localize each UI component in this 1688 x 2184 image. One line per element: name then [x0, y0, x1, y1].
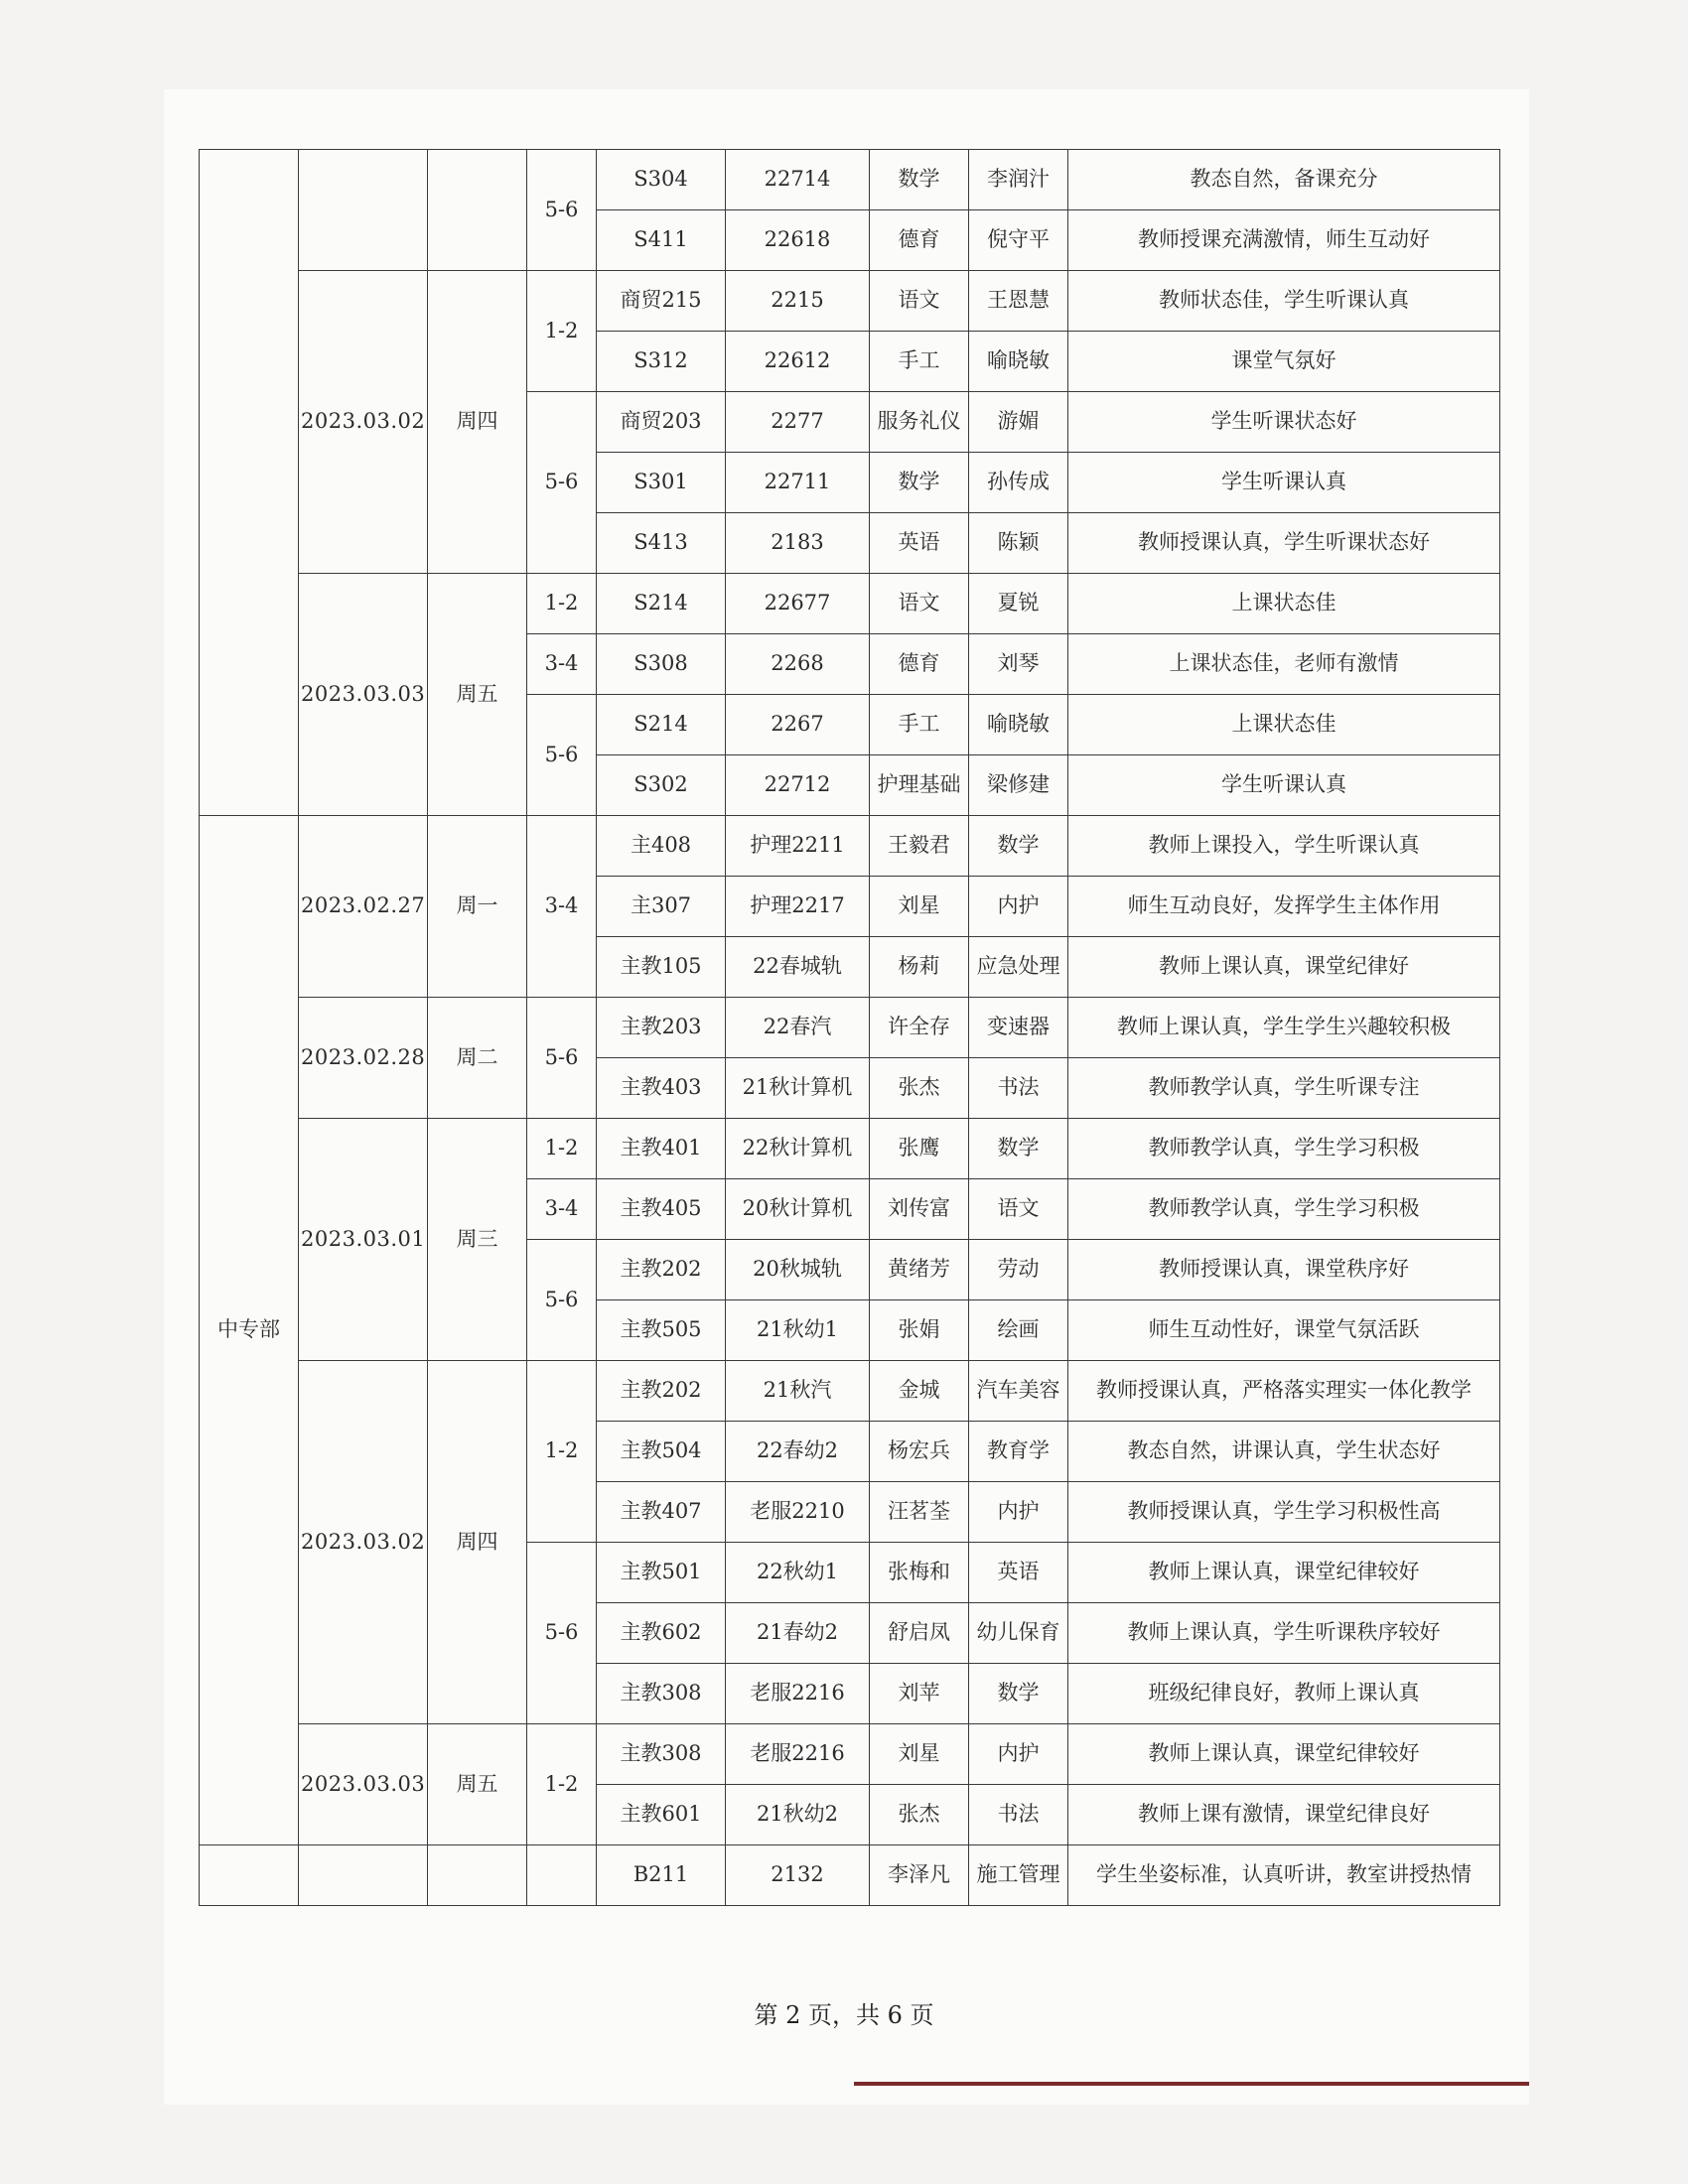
subject-cell: 舒启凤 — [870, 1603, 969, 1664]
department-cell — [200, 150, 299, 816]
teacher-cell: 内护 — [969, 877, 1068, 937]
period-cell: 5-6 — [527, 392, 597, 574]
subject-cell: 数学 — [870, 150, 969, 210]
comment-cell: 上课状态佳 — [1068, 695, 1500, 755]
subject-cell: 语文 — [870, 271, 969, 332]
comment-cell: 教师上课投入，学生听课认真 — [1068, 816, 1500, 877]
subject-cell: 张杰 — [870, 1785, 969, 1845]
table-row — [200, 150, 1500, 210]
room-cell: 主教403 — [597, 1058, 726, 1119]
table-row — [200, 816, 1500, 877]
teacher-cell: 幼儿保育 — [969, 1603, 1068, 1664]
comment-cell: 教师上课认真，学生学生兴趣较积极 — [1068, 998, 1500, 1058]
table-row — [200, 1361, 1500, 1422]
date-cell: 2023.02.28 — [299, 998, 428, 1119]
class-cell: 老服2216 — [726, 1664, 870, 1724]
class-cell: 2215 — [726, 271, 870, 332]
room-cell: 主教308 — [597, 1664, 726, 1724]
comment-cell: 教师上课有激情，课堂纪律良好 — [1068, 1785, 1500, 1845]
subject-cell: 张梅和 — [870, 1543, 969, 1603]
teacher-cell: 绘画 — [969, 1300, 1068, 1361]
comment-cell: 上课状态佳，老师有激情 — [1068, 634, 1500, 695]
date-cell — [299, 150, 428, 271]
department-cell: 中专部 — [200, 816, 299, 1845]
period-cell: 5-6 — [527, 695, 597, 816]
room-cell: 主教602 — [597, 1603, 726, 1664]
teacher-cell: 应急处理 — [969, 937, 1068, 998]
room-cell: S304 — [597, 150, 726, 210]
subject-cell: 黄绪芳 — [870, 1240, 969, 1300]
room-cell: S214 — [597, 695, 726, 755]
weekday-cell: 周一 — [428, 816, 527, 998]
class-cell: 22714 — [726, 150, 870, 210]
table-row — [200, 1845, 1500, 1906]
room-cell: 主教308 — [597, 1724, 726, 1785]
subject-cell: 手工 — [870, 695, 969, 755]
comment-cell: 教师授课认真，严格落实理实一体化教学 — [1068, 1361, 1500, 1422]
comment-cell: 学生听课状态好 — [1068, 392, 1500, 453]
table-row — [200, 1119, 1500, 1179]
period-cell: 1-2 — [527, 574, 597, 634]
date-cell: 2023.03.03 — [299, 1724, 428, 1845]
period-cell: 1-2 — [527, 271, 597, 392]
class-cell: 21秋汽 — [726, 1361, 870, 1422]
weekday-cell: 周五 — [428, 1724, 527, 1845]
comment-cell: 教师授课充满激情，师生互动好 — [1068, 210, 1500, 271]
comment-cell: 教师教学认真，学生听课专注 — [1068, 1058, 1500, 1119]
department-cell — [200, 1845, 299, 1906]
comment-cell: 教师上课认真，课堂纪律好 — [1068, 937, 1500, 998]
comment-cell: 教师授课认真，课堂秩序好 — [1068, 1240, 1500, 1300]
table-row — [200, 998, 1500, 1058]
teacher-cell: 倪守平 — [969, 210, 1068, 271]
subject-cell: 张鹰 — [870, 1119, 969, 1179]
class-cell: 21秋幼2 — [726, 1785, 870, 1845]
room-cell: 主408 — [597, 816, 726, 877]
comment-cell: 教师授课认真，学生听课状态好 — [1068, 513, 1500, 574]
subject-cell: 杨宏兵 — [870, 1422, 969, 1482]
comment-cell: 学生坐姿标准，认真听讲，教室讲授热情 — [1068, 1845, 1500, 1906]
comment-cell: 教师教学认真，学生学习积极 — [1068, 1179, 1500, 1240]
class-cell: 22712 — [726, 755, 870, 816]
teacher-cell: 劳动 — [969, 1240, 1068, 1300]
page-footer: 第 2 页，共 6 页 — [754, 2001, 934, 2029]
period-cell: 1-2 — [527, 1361, 597, 1543]
teacher-cell: 施工管理 — [969, 1845, 1068, 1906]
room-cell: 主教401 — [597, 1119, 726, 1179]
room-cell: S302 — [597, 755, 726, 816]
period-cell: 3-4 — [527, 1179, 597, 1240]
subject-cell: 数学 — [870, 453, 969, 513]
subject-cell: 金城 — [870, 1361, 969, 1422]
room-cell: 主教407 — [597, 1482, 726, 1543]
room-cell: S411 — [597, 210, 726, 271]
teacher-cell: 数学 — [969, 1119, 1068, 1179]
date-cell: 2023.03.02 — [299, 271, 428, 574]
room-cell: 主教105 — [597, 937, 726, 998]
subject-cell: 德育 — [870, 210, 969, 271]
teacher-cell: 数学 — [969, 1664, 1068, 1724]
date-cell: 2023.03.01 — [299, 1119, 428, 1361]
teacher-cell: 李润汁 — [969, 150, 1068, 210]
subject-cell: 许全存 — [870, 998, 969, 1058]
class-cell: 2183 — [726, 513, 870, 574]
teacher-cell: 孙传成 — [969, 453, 1068, 513]
subject-cell: 护理基础 — [870, 755, 969, 816]
teacher-cell: 数学 — [969, 816, 1068, 877]
teacher-cell: 内护 — [969, 1482, 1068, 1543]
comment-cell: 教师教学认真，学生学习积极 — [1068, 1119, 1500, 1179]
table-row — [200, 271, 1500, 332]
teacher-cell: 喻晓敏 — [969, 332, 1068, 392]
subject-cell: 张娟 — [870, 1300, 969, 1361]
subject-cell: 张杰 — [870, 1058, 969, 1119]
class-cell: 22711 — [726, 453, 870, 513]
class-cell: 22秋计算机 — [726, 1119, 870, 1179]
room-cell: S413 — [597, 513, 726, 574]
class-cell: 2132 — [726, 1845, 870, 1906]
room-cell: 主教505 — [597, 1300, 726, 1361]
class-cell: 22612 — [726, 332, 870, 392]
room-cell: S214 — [597, 574, 726, 634]
period-cell: 1-2 — [527, 1119, 597, 1179]
comment-cell: 师生互动良好，发挥学生主体作用 — [1068, 877, 1500, 937]
teacher-cell: 汽车美容 — [969, 1361, 1068, 1422]
teacher-cell: 教育学 — [969, 1422, 1068, 1482]
weekday-cell: 周四 — [428, 271, 527, 574]
teacher-cell: 英语 — [969, 1543, 1068, 1603]
table-row — [200, 574, 1500, 634]
subject-cell: 刘苹 — [870, 1664, 969, 1724]
class-cell: 22春幼2 — [726, 1422, 870, 1482]
class-cell: 21秋幼1 — [726, 1300, 870, 1361]
class-cell: 22春汽 — [726, 998, 870, 1058]
table-body — [200, 150, 1500, 1906]
period-cell: 3-4 — [527, 634, 597, 695]
subject-cell: 李泽凡 — [870, 1845, 969, 1906]
class-cell: 20秋城轨 — [726, 1240, 870, 1300]
comment-cell: 教态自然，备课充分 — [1068, 150, 1500, 210]
weekday-cell: 周三 — [428, 1119, 527, 1361]
teacher-cell: 书法 — [969, 1058, 1068, 1119]
period-cell: 5-6 — [527, 998, 597, 1119]
room-cell: 主教203 — [597, 998, 726, 1058]
comment-cell: 课堂气氛好 — [1068, 332, 1500, 392]
subject-cell: 语文 — [870, 574, 969, 634]
comment-cell: 教师上课认真，课堂纪律较好 — [1068, 1543, 1500, 1603]
room-cell: 商贸203 — [597, 392, 726, 453]
room-cell: 主教501 — [597, 1543, 726, 1603]
subject-cell: 刘星 — [870, 1724, 969, 1785]
inspection-table — [199, 149, 1500, 1906]
room-cell: 主教202 — [597, 1240, 726, 1300]
class-cell: 老服2210 — [726, 1482, 870, 1543]
comment-cell: 学生听课认真 — [1068, 755, 1500, 816]
teacher-cell: 语文 — [969, 1179, 1068, 1240]
room-cell: 主教504 — [597, 1422, 726, 1482]
teacher-cell: 内护 — [969, 1724, 1068, 1785]
class-cell: 22618 — [726, 210, 870, 271]
comment-cell: 班级纪律良好，教师上课认真 — [1068, 1664, 1500, 1724]
class-cell: 20秋计算机 — [726, 1179, 870, 1240]
teacher-cell: 刘琴 — [969, 634, 1068, 695]
weekday-cell — [428, 1845, 527, 1906]
comment-cell: 教师上课认真，学生听课秩序较好 — [1068, 1603, 1500, 1664]
class-cell: 22春城轨 — [726, 937, 870, 998]
room-cell: 商贸215 — [597, 271, 726, 332]
date-cell: 2023.02.27 — [299, 816, 428, 998]
room-cell: S301 — [597, 453, 726, 513]
subject-cell: 杨莉 — [870, 937, 969, 998]
teacher-cell: 王恩慧 — [969, 271, 1068, 332]
teacher-cell: 夏锐 — [969, 574, 1068, 634]
room-cell: 主教601 — [597, 1785, 726, 1845]
teacher-cell: 游媚 — [969, 392, 1068, 453]
class-cell: 护理2217 — [726, 877, 870, 937]
comment-cell: 教师上课认真，课堂纪律较好 — [1068, 1724, 1500, 1785]
comment-cell: 学生听课认真 — [1068, 453, 1500, 513]
period-cell: 5-6 — [527, 150, 597, 271]
room-cell: S312 — [597, 332, 726, 392]
subject-cell: 汪茗荃 — [870, 1482, 969, 1543]
room-cell: 主教202 — [597, 1361, 726, 1422]
class-cell: 老服2216 — [726, 1724, 870, 1785]
weekday-cell: 周五 — [428, 574, 527, 816]
teacher-cell: 陈颖 — [969, 513, 1068, 574]
teacher-cell: 书法 — [969, 1785, 1068, 1845]
period-cell — [527, 1845, 597, 1906]
weekday-cell: 周四 — [428, 1361, 527, 1724]
period-cell: 3-4 — [527, 816, 597, 998]
class-cell: 2277 — [726, 392, 870, 453]
period-cell: 5-6 — [527, 1543, 597, 1724]
teacher-cell: 喻晓敏 — [969, 695, 1068, 755]
room-cell: 主教405 — [597, 1179, 726, 1240]
comment-cell: 师生互动性好，课堂气氛活跃 — [1068, 1300, 1500, 1361]
date-cell: 2023.03.03 — [299, 574, 428, 816]
class-cell: 22677 — [726, 574, 870, 634]
teacher-cell: 梁修建 — [969, 755, 1068, 816]
subject-cell: 刘传富 — [870, 1179, 969, 1240]
comment-cell: 上课状态佳 — [1068, 574, 1500, 634]
room-cell: S308 — [597, 634, 726, 695]
weekday-cell: 周二 — [428, 998, 527, 1119]
comment-cell: 教态自然，讲课认真，学生状态好 — [1068, 1422, 1500, 1482]
teacher-cell: 变速器 — [969, 998, 1068, 1058]
bottom-rule — [854, 2082, 1529, 2086]
subject-cell: 英语 — [870, 513, 969, 574]
date-cell — [299, 1845, 428, 1906]
class-cell: 护理2211 — [726, 816, 870, 877]
period-cell: 1-2 — [527, 1724, 597, 1845]
period-cell: 5-6 — [527, 1240, 597, 1361]
comment-cell: 教师状态佳，学生听课认真 — [1068, 271, 1500, 332]
subject-cell: 德育 — [870, 634, 969, 695]
room-cell: 主307 — [597, 877, 726, 937]
subject-cell: 刘星 — [870, 877, 969, 937]
class-cell: 21秋计算机 — [726, 1058, 870, 1119]
subject-cell: 手工 — [870, 332, 969, 392]
table-row — [200, 1724, 1500, 1785]
class-cell: 2268 — [726, 634, 870, 695]
class-cell: 2267 — [726, 695, 870, 755]
date-cell: 2023.03.02 — [299, 1361, 428, 1724]
comment-cell: 教师授课认真，学生学习积极性高 — [1068, 1482, 1500, 1543]
class-cell: 22秋幼1 — [726, 1543, 870, 1603]
subject-cell: 服务礼仪 — [870, 392, 969, 453]
subject-cell: 王毅君 — [870, 816, 969, 877]
room-cell: B211 — [597, 1845, 726, 1906]
class-cell: 21春幼2 — [726, 1603, 870, 1664]
weekday-cell — [428, 150, 527, 271]
